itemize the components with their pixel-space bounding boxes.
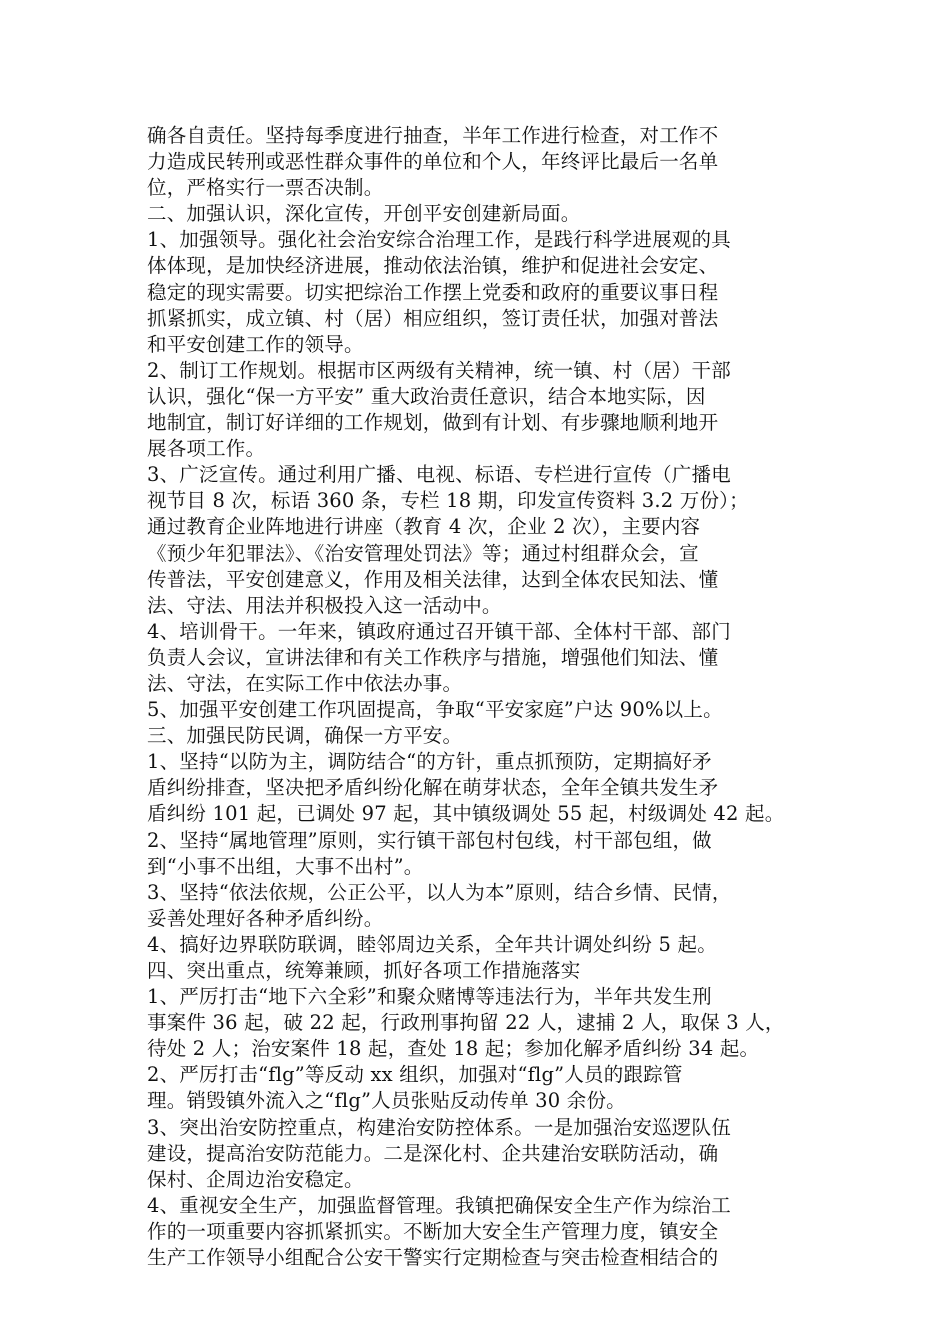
text-line: 4、搞好边界联防联调，睦邻周边关系，全年共计调处纠纷 5 起。: [147, 932, 717, 956]
text-line: 位，严格实行一票否决制。: [147, 176, 384, 200]
text-line: 盾纠纷排查，坚决把矛盾纠纷化解在萌芽状态，全年全镇共发生矛: [147, 776, 719, 800]
text-line: 1、坚持“以防为主，调防结合“的方针，重点抓预防，定期搞好矛: [147, 750, 712, 774]
text-line: 体体现，是加快经济进展，推动依法治镇，维护和促进社会安定、: [147, 254, 719, 278]
text-line: 《预少年犯罪法》、《治安管理处罚法》等；通过村组群众会，宣: [147, 541, 699, 565]
text-line: 生产工作领导小组配合公安干警实行定期检查与突击检查相结合的: [147, 1246, 719, 1270]
text-line: 力造成民转刑或恶性群众事件的单位和个人，年终评比最后一名单: [147, 150, 719, 174]
text-line: 2、严厉打击“flg”等反动 xx 组织，加强对“flg”人员的跟踪管: [147, 1063, 683, 1087]
text-line: 3、广泛宣传。通过利用广播、电视、标语、专栏进行宣传（广播电: [147, 463, 731, 487]
text-line: 到“小事不出组，大事不出村”。: [147, 854, 424, 878]
text-line: 妥善处理好各种矛盾纠纷。: [147, 906, 384, 930]
section-heading: 三、加强民防民调，确保一方平安。: [147, 724, 463, 748]
text-line: 4、培训骨干。一年来，镇政府通过召开镇干部、全体村干部、部门: [147, 619, 731, 643]
text-line: 法、守法，在实际工作中依法办事。: [147, 671, 463, 695]
text-line: 3、坚持“依法依规，公正公平，以人为本”原则，结合乡情、民情，: [147, 880, 732, 904]
text-line: 盾纠纷 101 起，已调处 97 起，其中镇级调处 55 起，村级调处 42 起。: [147, 802, 785, 826]
text-line: 事案件 36 起，破 22 起，行政刑事拘留 22 人，逮捕 2 人，取保 3 人，: [147, 1011, 785, 1035]
text-line: 待处 2 人；治安案件 18 起，查处 18 起；参加化解矛盾纠纷 34 起。: [147, 1037, 760, 1061]
text-line: 作的一项重要内容抓紧抓实。不断加大安全生产管理力度，镇安全: [147, 1219, 719, 1243]
text-line: 确各自责任。坚持每季度进行抽查，半年工作进行检查，对工作不: [147, 124, 719, 147]
text-line: 4、重视安全生产，加强监督管理。我镇把确保安全生产作为综治工: [147, 1193, 731, 1217]
text-line: 稳定的现实需要。切实把综治工作摆上党委和政府的重要议事日程: [147, 280, 719, 304]
text-line: 传普法，平安创建意义，作用及相关法律，达到全体农民知法、懂: [147, 567, 719, 591]
text-line: 通过教育企业阵地进行讲座（教育 4 次，企业 2 次），主要内容: [147, 515, 701, 539]
text-line: 建设，提高治安防范能力。二是深化村、企共建治安联防活动，确: [147, 1141, 719, 1165]
text-line: 2、制订工作规划。根据市区两级有关精神，统一镇、村（居）干部: [147, 358, 731, 382]
document-page: [147, 123, 817, 1271]
text-line: 2、坚持“属地管理”原则，实行镇干部包村包线，村干部包组，做: [147, 828, 712, 852]
text-line: 抓紧抓实，成立镇、村（居）相应组织，签订责任状，加强对普法: [147, 306, 719, 330]
text-line: 法、守法、用法并积极投入这一活动中。: [147, 593, 502, 617]
text-line: 和平安创建工作的领导。: [147, 332, 364, 356]
section-heading: 二、加强认识，深化宣传，开创平安创建新局面。: [147, 202, 581, 226]
text-line: 理。销毁镇外流入之“flg”人员张贴反动传单 30 余份。: [147, 1089, 626, 1113]
text-line: 1、加强领导。强化社会治安综合治理工作，是践行科学进展观的具: [147, 228, 731, 252]
text-line: 展各项工作。: [147, 437, 266, 461]
text-line: 保村、企周边治安稳定。: [147, 1167, 364, 1191]
text-line: 负责人会议，宣讲法律和有关工作秩序与措施，增强他们知法、懂: [147, 645, 719, 669]
text-line: 认识，强化“保一方平安” 重大政治责任意识，结合本地实际，因: [147, 384, 706, 408]
text-line: 5、加强平安创建工作巩固提高，争取“平安家庭”户达 90%以上。: [147, 698, 723, 722]
text-line: 地制宜，制订好详细的工作规划，做到有计划、有步骤地顺利地开: [147, 411, 719, 435]
section-heading: 四、突出重点，统筹兼顾，抓好各项工作措施落实: [147, 959, 581, 982]
text-line: 3、突出治安防控重点，构建治安防控体系。一是加强治安巡逻队伍: [147, 1115, 731, 1139]
text-line: 1、严厉打击“地下六全彩”和聚众赌博等违法行为，半年共发生刑: [147, 985, 712, 1009]
text-line: 视节目 8 次，标语 360 条，专栏 18 期，印发宣传资料 3.2 万份）；: [147, 489, 749, 513]
